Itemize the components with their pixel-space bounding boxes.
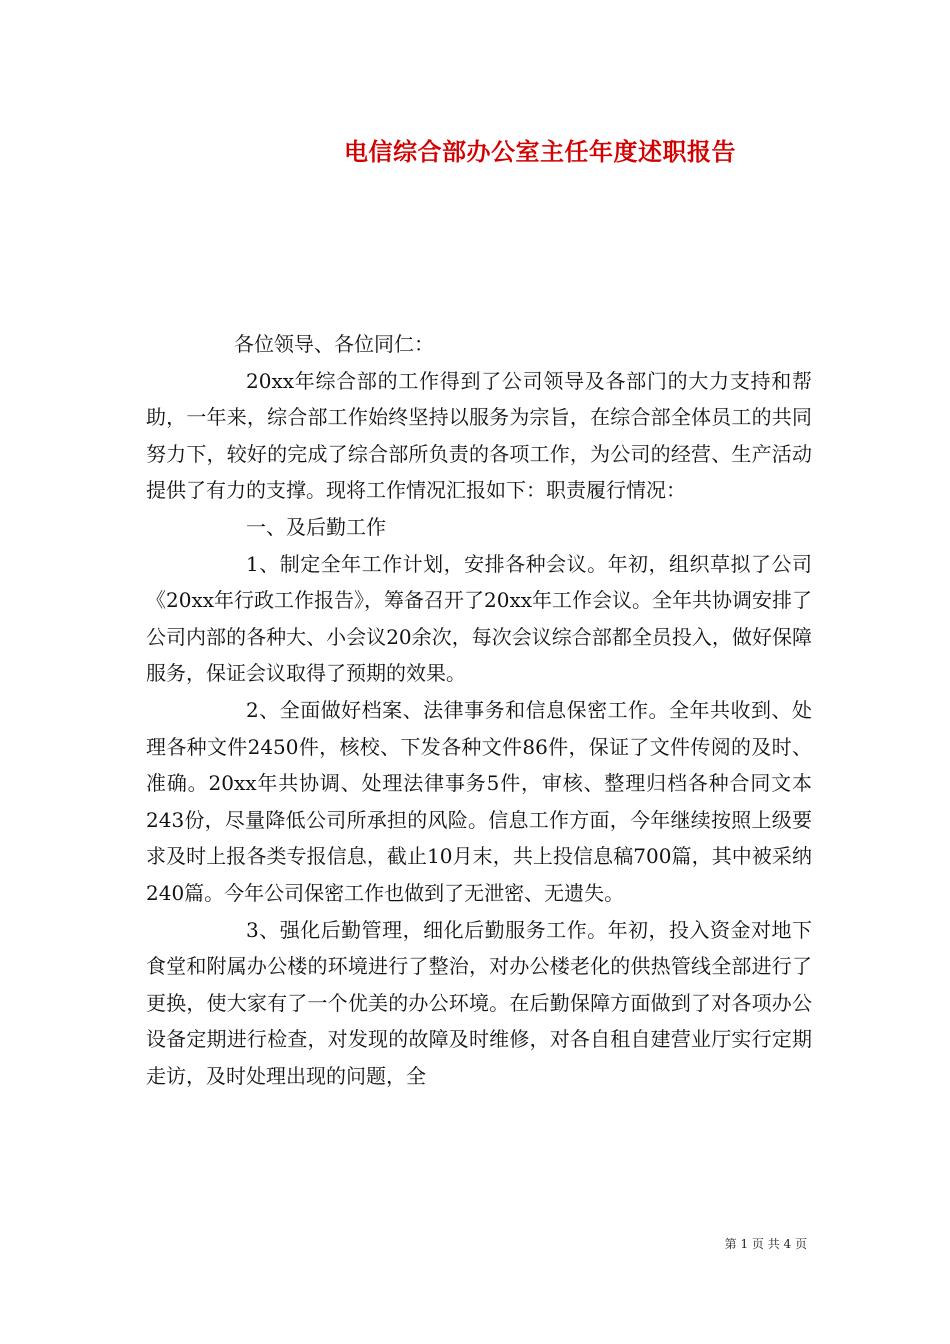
document-body: [146, 326, 812, 1094]
document-title: 电信综合部办公室主任年度述职报告: [344, 137, 736, 166]
page-number-footer: 第 1 页 共 4 页: [724, 1237, 807, 1251]
section-heading: 一、及后勤工作: [246, 514, 386, 539]
intro-paragraph: 20xx年综合部的工作得到了公司领导及各部门的大力支持和帮助，一年来，综合部工作始终坚持以服务为宗旨，在综合部全体员工的共同努力下，较好的完成了综合部所负责的各项工作，为公司的经营、生产活动提供了有力的支撑。现将工作情况汇报如下：职责履行情况：: [146, 368, 812, 503]
list-item: 1、制定全年工作计划，安排各种会议。年初，组织草拟了公司《20xx年行政工作报告》，筹备召开了20xx年工作会议。全年共协调安排了公司内部的各种大、小会议20余次，每次会议综合部都全员投入，做好保障服务，保证会议取得了预期的效果。: [146, 551, 813, 686]
salutation: 各位领导、各位同仁：: [234, 332, 434, 356]
list-item: 3、强化后勤管理，细化后勤服务工作。年初，投入资金对地下食堂和附属办公楼的环境进行了整治，对办公楼老化的供热管线全部进行了更换，使大家有了一个优美的办公环境。在后勤保障方面做到了对各项办公设备定期进行检查，对发现的故障及时维修，对各自租自建营业厅实行定期走访，及时处理出现的问题，全: [146, 917, 812, 1088]
list-item: 2、全面做好档案、法律事务和信息保密工作。全年共收到、处理各种文件2450件，核校、下发各种文件86件，保证了文件传阅的及时、准确。20xx年共协调、处理法律事务5件，审核、整理归档各种合同文本243份，尽量降低公司所承担的风险。信息工作方面，今年继续按照上级要求及时上报各类专报信息，截止10月末，共上投信息稿700篇，其中被采纳240篇。今年公司保密工作也做到了无泄密、无遗失。: [146, 697, 812, 905]
